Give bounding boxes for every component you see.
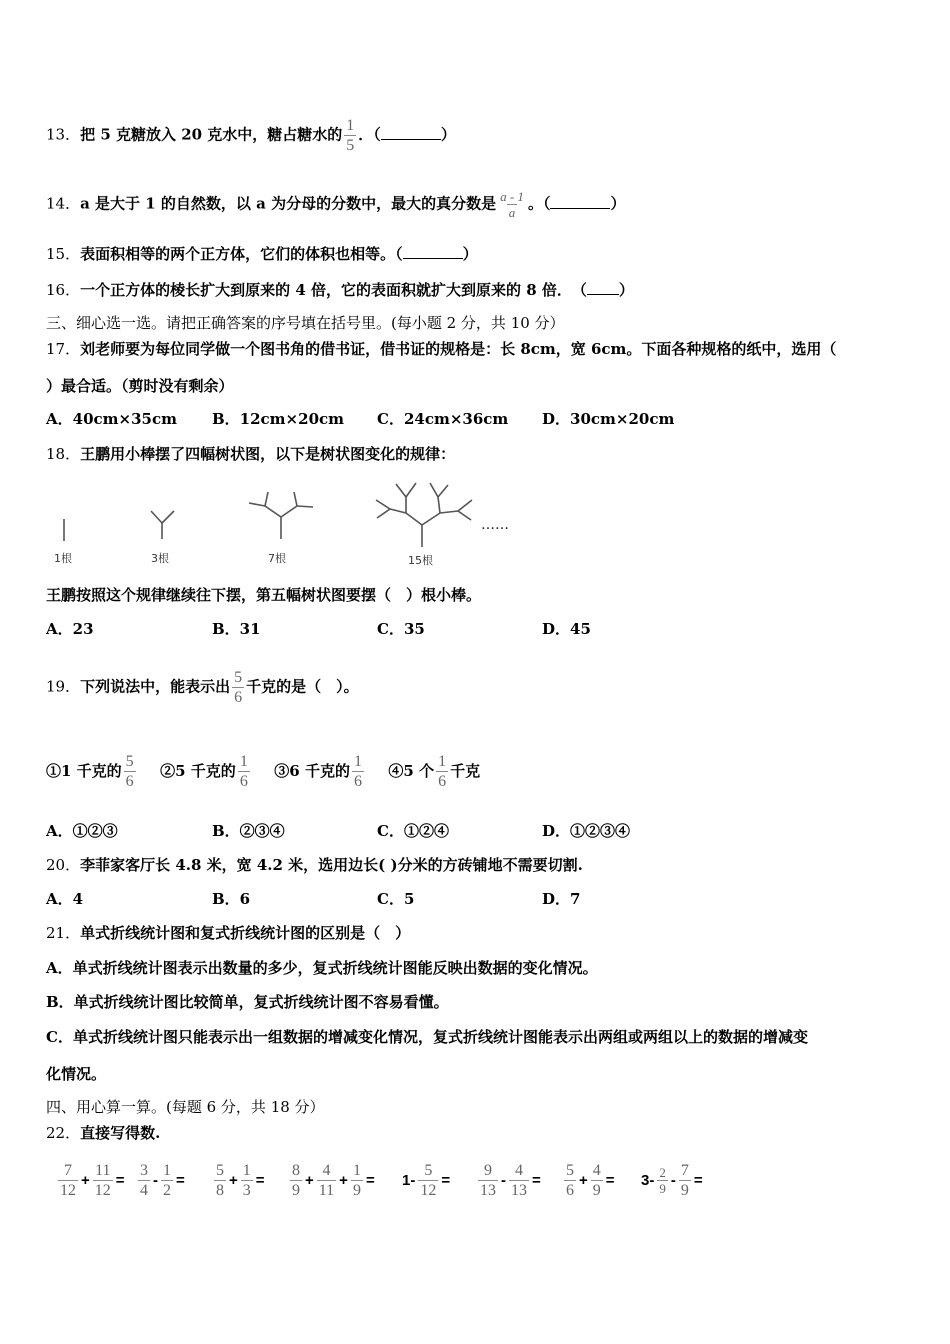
question-18: 18．王鹏用小棒摆了四幅树状图，以下是树状图变化的规律： [46,445,456,463]
option-b[interactable]: B．31 [212,620,261,638]
option-d[interactable]: D．30cm×20cm [542,410,675,428]
question-number: 20． [46,856,81,874]
tree-4 [376,483,472,547]
option-c[interactable]: C．35 [377,620,425,638]
calc-expression-2: $\frac{3}{4}$ - $\frac{1}{2}$ = [140,1161,185,1199]
calc-expression-6: $\frac{9}{13}$ - $\frac{4}{13}$ = [480,1161,541,1199]
answer-blank[interactable] [381,127,441,140]
question-19: 19．下列说法中，能表示出 $\frac{5}{6}$ 千克的是（ ）。 [46,669,359,706]
option-c-line1[interactable]: C．单式折线统计图只能表示出一组数据的增减变化情况，复式折线统计图能表示出两组或两组以上的数据的增减变 [46,1028,808,1046]
option-b[interactable]: B．6 [212,890,251,908]
option-a[interactable]: A．40cm×35cm [46,410,177,428]
fraction: $\frac{a - 1}{a}$ [500,189,524,220]
answer-blank[interactable] [403,246,463,259]
calc-expression-4: $\frac{8}{9}$ + $\frac{4}{11}$ + $\frac{1}{9}$ = [292,1161,375,1199]
question-16: 16．一个正方体的棱长扩大到原来的 4 倍，它的表面积就扩大到原来的 8 倍． （ ） [46,281,634,299]
question-number: 18． [46,445,81,463]
section-3-heading: 三、细心选一选。请把正确答案的序号填在括号里。(每小题 2 分，共 10 分） [46,314,565,332]
answer-blank[interactable] [587,282,619,295]
section-4-heading: 四、用心算一算。(每题 6 分，共 18 分） [46,1098,325,1116]
calc-expression-8: 3- $\frac{2}{9}$ - $\frac{7}{9}$ = [641,1161,703,1199]
question-18-line2: 王鹏按照这个规律继续往下摆，第五幅树状图要摆（ ）根小棒。 [46,586,482,604]
calc-expression-1: $\frac{7}{12}$ + $\frac{11}{12}$ = [60,1161,125,1199]
question-19-items [46,752,910,791]
item-4: ④5 个 $\frac{1}{6}$ 千克 [388,753,481,790]
option-b[interactable]: B．12cm×20cm [212,410,345,428]
answer-blank[interactable] [550,196,610,209]
option-c[interactable]: C．24cm×36cm [377,410,509,428]
tree-label-1: 1根 [54,552,72,565]
tree-3 [249,492,313,539]
question-number: 22． [46,1124,81,1142]
option-d[interactable]: D．45 [542,620,591,638]
question-number: 15． [46,245,81,263]
fraction: $\frac{5}{6}$ [234,669,243,706]
option-c[interactable]: C．①②④ [377,822,449,840]
question-20: 20．李菲家客厅长 4.8 米，宽 4.2 米，选用边长( )分米的方砖铺地不需要切割. [46,856,583,874]
option-d[interactable]: D．①②③④ [542,822,631,840]
tree-label-4: 15根 [408,554,433,567]
tree-2 [151,511,174,539]
question-number: 16． [46,281,81,299]
question-number: 21． [46,924,81,942]
tree-label-3: 7根 [268,552,286,565]
question-17-line1: 17．刘老师要为每位同学做一个图书角的借书证，借书证的规格是：长 8cm，宽 6cm。下面各种规格的纸中，选用（ [46,340,837,358]
tree-diagram-figure [40,475,540,575]
option-b[interactable]: B．②③④ [212,822,285,840]
tree-label-2: 3根 [151,552,169,565]
question-number: 19． [46,677,81,696]
option-a[interactable]: A．单式折线统计图表示出数量的多少，复式折线统计图能反映出数据的变化情况。 [46,959,598,977]
option-d[interactable]: D．7 [542,890,581,908]
option-a[interactable]: A．23 [46,620,94,638]
option-b[interactable]: B．单式折线统计图比较简单，复式折线统计图不容易看懂。 [46,993,449,1011]
question-14: 14．a 是大于 1 的自然数，以 a 为分母的分数中，最大的真分数是 $\frac{a - 1}{a}$ 。（ ） [46,189,626,220]
option-c[interactable]: C．5 [377,890,415,908]
question-22: 22．直接写得数. [46,1124,161,1142]
item-3: ③6 千克的 $\frac{1}{6}$ [274,753,362,790]
calc-expression-5: 1- $\frac{5}{12}$ = [402,1161,451,1199]
calc-expression-7: $\frac{5}{6}$ + $\frac{4}{9}$ = [566,1161,615,1199]
option-c-line2[interactable]: 化情况。 [46,1065,107,1083]
question-number: 14． [46,194,81,213]
question-13: 13．把 5 克糖放入 20 克水中，糖占糖水的 $\frac{1}{5}$ ．（ ） [46,117,456,154]
question-15: 15．表面积相等的两个正方体，它们的体积也相等。（ ） [46,245,478,263]
question-17-line2: ）最合适。（剪时没有剩余） [46,377,234,395]
calc-expression-3: $\frac{5}{8}$ + $\frac{1}{3}$ = [216,1161,265,1199]
question-21: 21．单式折线统计图和复式折线统计图的区别是（ ） [46,924,411,942]
question-number: 17． [46,340,81,358]
item-1: ①1 千克的 $\frac{5}{6}$ [46,753,134,790]
ellipsis: …… [481,517,509,533]
option-a[interactable]: A．①②③ [46,822,118,840]
option-a[interactable]: A．4 [46,890,84,908]
question-number: 13． [46,125,81,144]
fraction: $\frac{1}{5}$ [346,117,355,154]
item-2: ②5 千克的 $\frac{1}{6}$ [160,753,248,790]
